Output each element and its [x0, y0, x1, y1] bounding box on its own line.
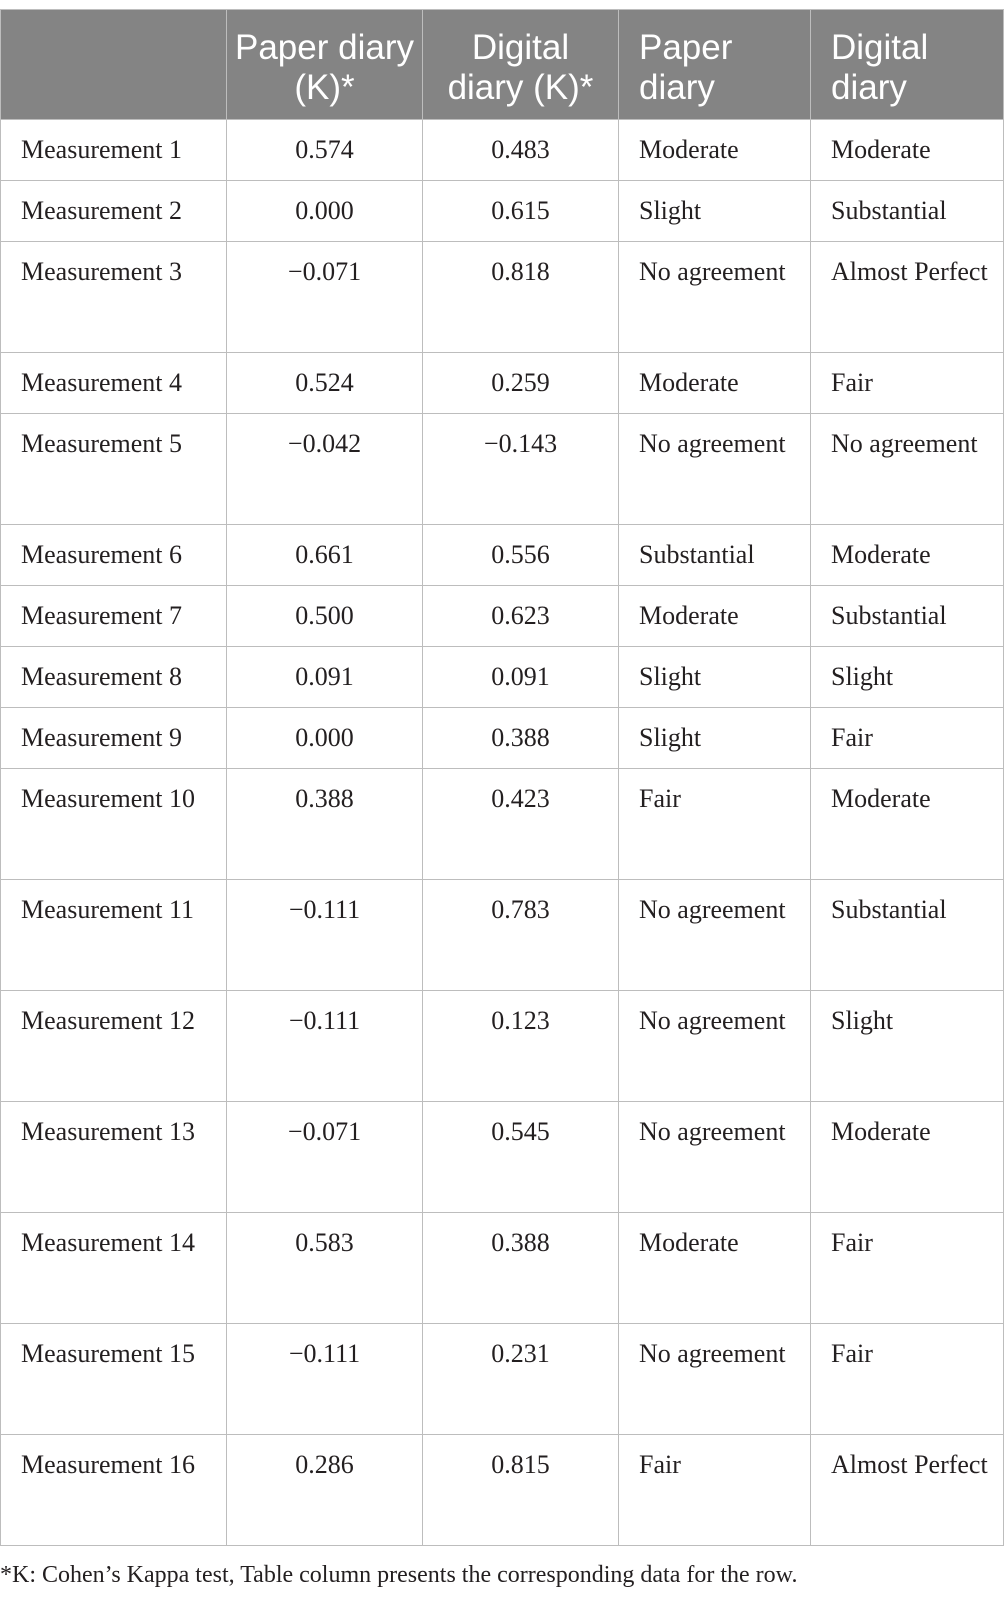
table-row [1, 586, 1004, 647]
paper-kappa-cell: −0.042 [227, 414, 423, 525]
table-row [1, 181, 1004, 242]
paper-agreement-cell: No agreement [619, 880, 811, 991]
kappa-agreement-table [0, 9, 1004, 1546]
paper-kappa-cell: 0.388 [227, 769, 423, 880]
paper-kappa-cell: 0.286 [227, 1435, 423, 1546]
paper-agreement-cell: Moderate [619, 586, 811, 647]
table-row [1, 769, 1004, 880]
paper-kappa-cell: 0.091 [227, 647, 423, 708]
table-row [1, 708, 1004, 769]
table-row [1, 647, 1004, 708]
table-row [1, 353, 1004, 414]
paper-agreement-cell: Fair [619, 769, 811, 880]
paper-kappa-cell: −0.071 [227, 1102, 423, 1213]
digital-agreement-cell: Slight [811, 991, 1004, 1102]
paper-agreement-cell: Moderate [619, 120, 811, 181]
row-label: Measurement 16 [1, 1435, 227, 1546]
digital-kappa-cell: 0.615 [423, 181, 619, 242]
paper-agreement-cell: Substantial [619, 525, 811, 586]
digital-agreement-cell: Moderate [811, 525, 1004, 586]
paper-agreement-cell: No agreement [619, 242, 811, 353]
paper-kappa-cell: −0.111 [227, 991, 423, 1102]
row-label: Measurement 2 [1, 181, 227, 242]
row-label: Measurement 7 [1, 586, 227, 647]
paper-agreement-cell: Slight [619, 647, 811, 708]
paper-agreement-cell: Moderate [619, 353, 811, 414]
row-label: Measurement 4 [1, 353, 227, 414]
paper-kappa-cell: 0.000 [227, 181, 423, 242]
header-row [1, 10, 1004, 120]
digital-kappa-cell: 0.231 [423, 1324, 619, 1435]
paper-agreement-cell: Slight [619, 708, 811, 769]
digital-agreement-cell: Moderate [811, 120, 1004, 181]
digital-kappa-cell: 0.123 [423, 991, 619, 1102]
table-row [1, 880, 1004, 991]
row-label: Measurement 13 [1, 1102, 227, 1213]
digital-agreement-cell: Substantial [811, 586, 1004, 647]
row-label: Measurement 6 [1, 525, 227, 586]
paper-kappa-cell: 0.000 [227, 708, 423, 769]
digital-kappa-cell: 0.091 [423, 647, 619, 708]
digital-agreement-cell: Moderate [811, 1102, 1004, 1213]
digital-kappa-cell: 0.483 [423, 120, 619, 181]
table-row [1, 1324, 1004, 1435]
row-label: Measurement 8 [1, 647, 227, 708]
header-paper-diary: Paper diary [619, 10, 811, 120]
table-row [1, 242, 1004, 353]
digital-agreement-cell: Moderate [811, 769, 1004, 880]
paper-agreement-cell: No agreement [619, 991, 811, 1102]
digital-kappa-cell: 0.259 [423, 353, 619, 414]
table-row [1, 525, 1004, 586]
header-digital-diary-kappa: Digital diary (K)* [423, 10, 619, 120]
paper-agreement-cell: Slight [619, 181, 811, 242]
digital-agreement-cell: Substantial [811, 880, 1004, 991]
row-label: Measurement 11 [1, 880, 227, 991]
header-paper-diary-kappa: Paper diary (K)* [227, 10, 423, 120]
digital-agreement-cell: Fair [811, 353, 1004, 414]
paper-kappa-cell: 0.661 [227, 525, 423, 586]
digital-kappa-cell: 0.545 [423, 1102, 619, 1213]
paper-kappa-cell: 0.574 [227, 120, 423, 181]
paper-kappa-cell: −0.071 [227, 242, 423, 353]
digital-agreement-cell: Almost Perfect [811, 242, 1004, 353]
paper-kappa-cell: 0.583 [227, 1213, 423, 1324]
digital-agreement-cell: Fair [811, 1324, 1004, 1435]
header-corner-cell [1, 10, 227, 120]
paper-kappa-cell: −0.111 [227, 880, 423, 991]
table-header [1, 10, 1004, 120]
digital-kappa-cell: 0.556 [423, 525, 619, 586]
digital-agreement-cell: Fair [811, 708, 1004, 769]
digital-kappa-cell: 0.783 [423, 880, 619, 991]
paper-agreement-cell: Fair [619, 1435, 811, 1546]
table-row [1, 414, 1004, 525]
row-label: Measurement 9 [1, 708, 227, 769]
digital-agreement-cell: Substantial [811, 181, 1004, 242]
row-label: Measurement 10 [1, 769, 227, 880]
table-row [1, 1435, 1004, 1546]
paper-agreement-cell: Moderate [619, 1213, 811, 1324]
row-label: Measurement 14 [1, 1213, 227, 1324]
paper-kappa-cell: 0.524 [227, 353, 423, 414]
digital-kappa-cell: 0.818 [423, 242, 619, 353]
table-row [1, 1213, 1004, 1324]
table-body [1, 120, 1004, 1546]
digital-agreement-cell: Almost Perfect [811, 1435, 1004, 1546]
digital-kappa-cell: 0.815 [423, 1435, 619, 1546]
row-label: Measurement 12 [1, 991, 227, 1102]
digital-kappa-cell: −0.143 [423, 414, 619, 525]
table-footnote: *K: Cohen’s Kappa test, Table column presents the corresponding data for the row. [0, 1562, 798, 1588]
row-label: Measurement 5 [1, 414, 227, 525]
digital-agreement-cell: Slight [811, 647, 1004, 708]
digital-agreement-cell: Fair [811, 1213, 1004, 1324]
table-row [1, 1102, 1004, 1213]
paper-kappa-cell: 0.500 [227, 586, 423, 647]
paper-kappa-cell: −0.111 [227, 1324, 423, 1435]
paper-agreement-cell: No agreement [619, 414, 811, 525]
row-label: Measurement 15 [1, 1324, 227, 1435]
row-label: Measurement 1 [1, 120, 227, 181]
digital-kappa-cell: 0.388 [423, 1213, 619, 1324]
paper-agreement-cell: No agreement [619, 1324, 811, 1435]
row-label: Measurement 3 [1, 242, 227, 353]
digital-kappa-cell: 0.388 [423, 708, 619, 769]
digital-kappa-cell: 0.423 [423, 769, 619, 880]
table-row [1, 991, 1004, 1102]
paper-agreement-cell: No agreement [619, 1102, 811, 1213]
header-digital-diary: Digital diary [811, 10, 1004, 120]
table-row [1, 120, 1004, 181]
digital-kappa-cell: 0.623 [423, 586, 619, 647]
digital-agreement-cell: No agreement [811, 414, 1004, 525]
